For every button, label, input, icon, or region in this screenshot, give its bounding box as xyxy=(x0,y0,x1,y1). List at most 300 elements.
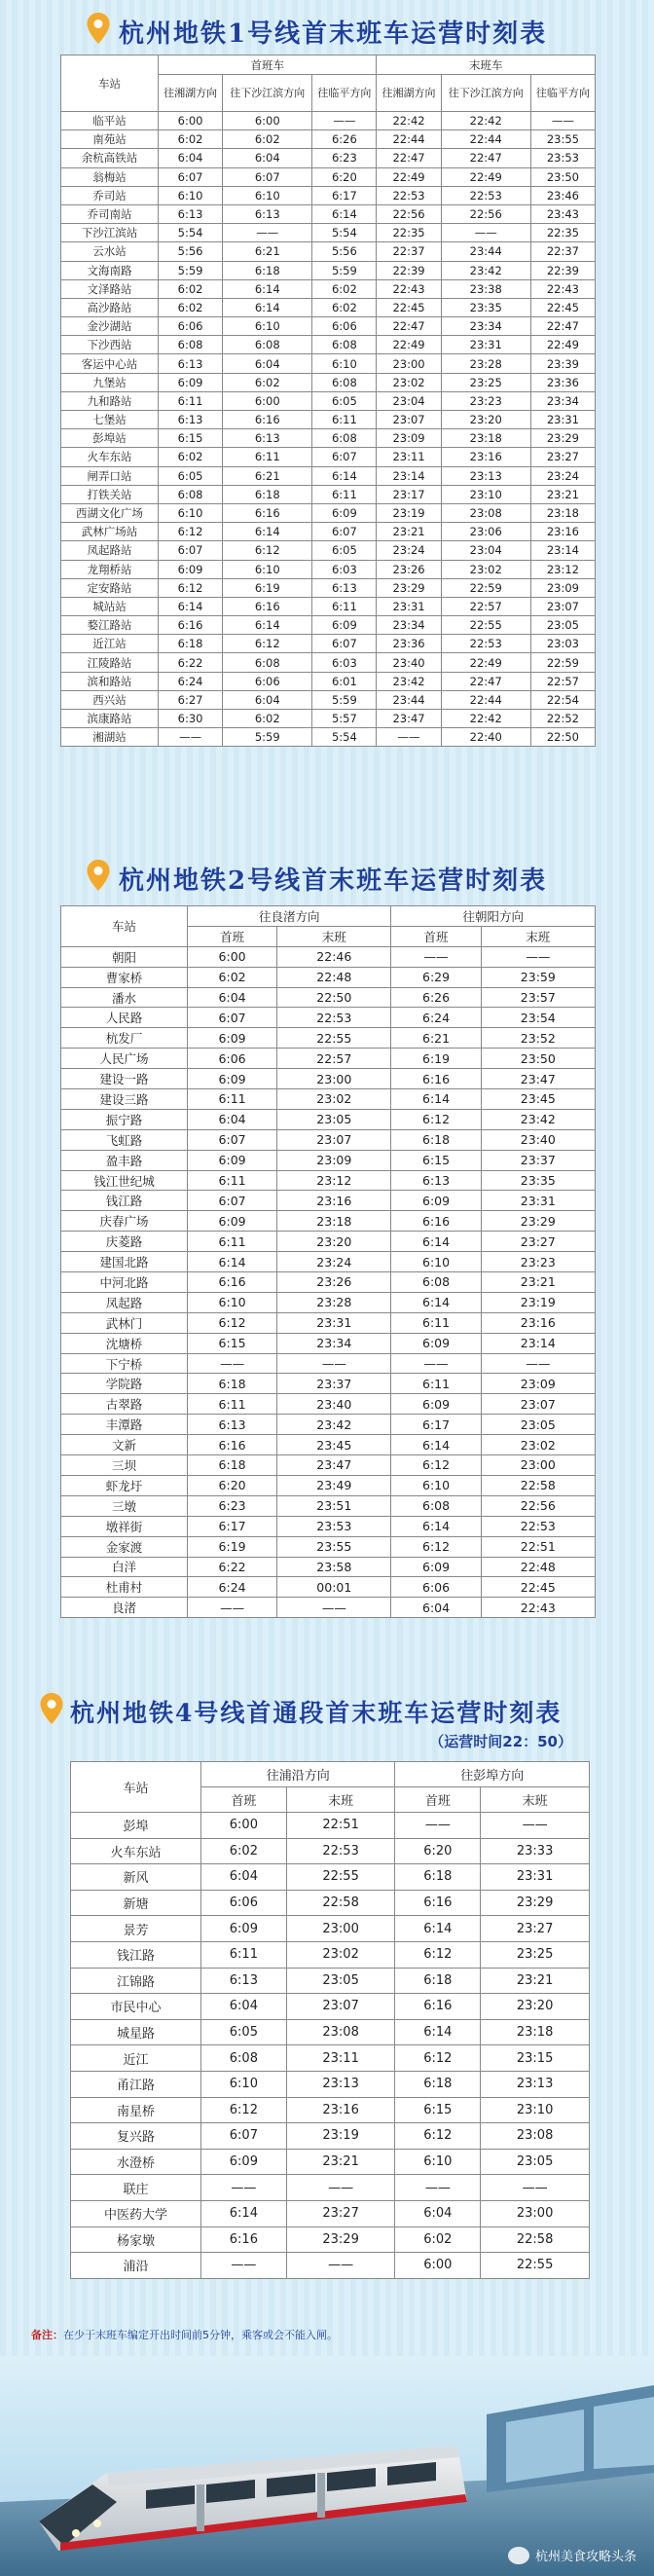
time-cell: 23:18 xyxy=(530,503,595,522)
time-cell: 6:11 xyxy=(312,597,377,615)
time-cell: 6:12 xyxy=(395,1941,481,1968)
table-row xyxy=(61,167,596,186)
time-cell: 6:14 xyxy=(391,1435,481,1455)
time-cell: 6:02 xyxy=(312,279,377,298)
time-cell: 6:18 xyxy=(159,635,223,653)
table-row xyxy=(61,1191,596,1211)
time-cell: 6:04 xyxy=(201,1864,287,1891)
time-cell: 6:21 xyxy=(223,466,312,485)
station-name-cell: 闸弄口站 xyxy=(61,466,159,485)
station-name-cell: 新塘 xyxy=(71,1890,201,1916)
station-name-cell: 西兴站 xyxy=(61,690,159,709)
time-cell: 6:16 xyxy=(188,1272,277,1293)
station-name-cell: 金家渡 xyxy=(61,1536,188,1557)
table-row xyxy=(71,1838,590,1864)
table-row xyxy=(61,1150,596,1170)
table-row xyxy=(61,1577,596,1598)
time-cell: —— xyxy=(277,1353,391,1374)
time-cell: 23:19 xyxy=(377,503,441,522)
station-name-cell: 乔司站 xyxy=(61,186,159,204)
station-name-cell: 江锦路 xyxy=(71,1968,201,1994)
time-cell: 5:56 xyxy=(159,242,223,261)
time-cell: —— xyxy=(188,1598,277,1618)
time-cell: 23:19 xyxy=(286,2123,395,2150)
time-cell: 23:39 xyxy=(530,354,595,373)
station-name-cell: 景芳 xyxy=(71,1916,201,1942)
remark xyxy=(31,2327,635,2342)
time-cell: 6:29 xyxy=(391,967,481,987)
time-cell: 6:15 xyxy=(188,1333,277,1353)
time-cell: 6:08 xyxy=(201,2045,287,2072)
time-cell: 23:07 xyxy=(377,411,441,429)
table-row xyxy=(61,1435,596,1455)
time-cell: 23:17 xyxy=(377,485,441,503)
time-cell: 6:07 xyxy=(312,523,377,541)
direction-header: 往临平方向 xyxy=(312,75,377,112)
station-name-cell: 下宁桥 xyxy=(61,1353,188,1374)
watermark-text: 杭州美食攻略头条 xyxy=(534,2550,636,2564)
time-cell: 23:16 xyxy=(481,1312,595,1333)
wechat-icon xyxy=(508,2547,529,2564)
time-cell: 23:11 xyxy=(286,2045,395,2072)
time-cell: 5:57 xyxy=(312,710,377,728)
time-cell: 6:30 xyxy=(159,710,223,728)
time-cell: 23:27 xyxy=(481,1916,590,1942)
time-cell: 23:50 xyxy=(530,167,595,186)
time-cell: 23:11 xyxy=(377,448,441,466)
time-cell: 23:10 xyxy=(441,485,530,503)
station-name-cell: 建设一路 xyxy=(61,1069,188,1089)
time-cell: 23:33 xyxy=(481,1838,590,1864)
time-cell: 23:19 xyxy=(481,1292,595,1312)
station-name-cell: 彭埠站 xyxy=(61,429,159,448)
time-cell: 22:52 xyxy=(530,710,595,728)
time-cell: 6:07 xyxy=(159,541,223,560)
station-name-cell: 庆春广场 xyxy=(61,1211,188,1232)
time-cell: —— xyxy=(286,2175,395,2201)
time-cell: 22:43 xyxy=(377,279,441,298)
table-row xyxy=(61,298,596,316)
time-cell: 6:13 xyxy=(223,429,312,448)
time-cell: 6:09 xyxy=(201,2149,287,2175)
time-cell: 23:08 xyxy=(286,2019,395,2045)
time-cell: 23:02 xyxy=(286,1941,395,1968)
time-cell: 6:14 xyxy=(395,1916,481,1942)
time-cell: 22:43 xyxy=(530,279,595,298)
station-name-cell: 水澄桥 xyxy=(71,2149,201,2175)
direction-header: 往下沙江滨方向 xyxy=(223,75,312,112)
time-cell: 23:40 xyxy=(481,1129,595,1150)
table-row xyxy=(71,2253,590,2279)
time-cell: 22:58 xyxy=(286,1890,395,1916)
station-name-cell: 打铁关站 xyxy=(61,485,159,503)
table-row xyxy=(61,1272,596,1293)
station-name-cell: 建国北路 xyxy=(61,1252,188,1272)
time-cell: —— xyxy=(481,1813,590,1839)
time-cell: 22:47 xyxy=(441,672,530,690)
time-cell: 6:14 xyxy=(391,1089,481,1110)
time-cell: 22:53 xyxy=(441,186,530,204)
station-name-cell: 彭埠 xyxy=(71,1813,201,1839)
time-cell: 6:09 xyxy=(391,1191,481,1211)
time-cell: 23:38 xyxy=(441,279,530,298)
time-cell: 6:08 xyxy=(312,429,377,448)
time-cell: 23:53 xyxy=(277,1516,391,1536)
time-cell: 23:31 xyxy=(481,1191,595,1211)
time-cell: 22:56 xyxy=(441,204,530,223)
time-cell: 6:02 xyxy=(159,279,223,298)
time-cell: —— xyxy=(391,1353,481,1374)
time-cell: 23:07 xyxy=(530,597,595,615)
time-cell: 6:14 xyxy=(223,616,312,635)
station-name-cell: 学院路 xyxy=(61,1374,188,1394)
map-pin-icon xyxy=(86,12,111,45)
time-cell: 23:10 xyxy=(481,2097,590,2123)
table-row xyxy=(61,1394,596,1415)
time-cell: 6:00 xyxy=(188,946,277,967)
table-row xyxy=(61,690,596,709)
table-row xyxy=(61,728,596,747)
time-cell: 22:57 xyxy=(530,672,595,690)
direction-header: 往良渚方向 xyxy=(188,906,391,927)
table-row xyxy=(61,204,596,223)
time-cell: 6:22 xyxy=(188,1557,277,1577)
station-name-cell: 联庄 xyxy=(71,2175,201,2201)
table-row xyxy=(61,1089,596,1110)
time-cell: 6:17 xyxy=(188,1516,277,1536)
time-cell: 6:10 xyxy=(391,1475,481,1495)
time-cell: 6:09 xyxy=(188,1211,277,1232)
time-cell: 23:31 xyxy=(481,1864,590,1891)
time-cell: 23:07 xyxy=(286,1994,395,2020)
table-row xyxy=(61,1211,596,1232)
time-cell: 22:53 xyxy=(441,635,530,653)
direction-header: 往彭埠方向 xyxy=(395,1762,590,1787)
remark-text: 在少于末班车编定开出时间前5分钟，乘客或会不能入闸。 xyxy=(63,2329,338,2341)
time-cell: 22:35 xyxy=(530,224,595,242)
time-cell: 22:47 xyxy=(377,317,441,336)
table-row xyxy=(61,429,596,448)
time-cell: 23:07 xyxy=(277,1129,391,1150)
time-cell: —— xyxy=(395,1813,481,1839)
time-cell: 23:21 xyxy=(481,1272,595,1293)
time-cell: 23:13 xyxy=(441,466,530,485)
station-name-cell: 曹家桥 xyxy=(61,967,188,987)
time-cell: 6:21 xyxy=(223,242,312,261)
time-cell: 6:13 xyxy=(159,411,223,429)
time-cell: 6:26 xyxy=(391,987,481,1008)
time-cell: 6:13 xyxy=(159,204,223,223)
table-row xyxy=(71,1813,590,1839)
time-cell: 6:06 xyxy=(188,1049,277,1069)
time-cell: —— xyxy=(201,2175,287,2201)
time-cell: 6:12 xyxy=(188,1312,277,1333)
table-row xyxy=(61,411,596,429)
table-row xyxy=(61,578,596,597)
table-row xyxy=(61,466,596,485)
time-cell: 5:54 xyxy=(312,224,377,242)
station-name-cell: 乔司南站 xyxy=(61,204,159,223)
time-cell: 22:58 xyxy=(481,2226,590,2253)
table-row xyxy=(61,1536,596,1557)
time-cell: 6:09 xyxy=(188,1150,277,1170)
table-row xyxy=(61,560,596,578)
table-row xyxy=(61,448,596,466)
station-name-cell: 文泽路站 xyxy=(61,279,159,298)
time-cell: 6:16 xyxy=(223,503,312,522)
time-cell: 23:08 xyxy=(441,503,530,522)
time-cell: 22:56 xyxy=(481,1495,595,1516)
time-cell: 6:02 xyxy=(159,448,223,466)
time-cell: 6:10 xyxy=(391,1252,481,1272)
time-cell: 22:54 xyxy=(530,690,595,709)
time-cell: 22:58 xyxy=(481,1475,595,1495)
time-cell: 6:09 xyxy=(159,560,223,578)
station-header: 车站 xyxy=(61,906,188,947)
time-cell: 23:29 xyxy=(530,429,595,448)
time-cell: 22:44 xyxy=(377,130,441,149)
table-row xyxy=(61,1069,596,1089)
time-cell: 6:04 xyxy=(188,1109,277,1129)
time-cell: 22:47 xyxy=(377,149,441,167)
time-cell: 23:52 xyxy=(481,1028,595,1049)
time-cell: 6:07 xyxy=(188,1129,277,1150)
time-cell: 23:28 xyxy=(277,1292,391,1312)
time-cell: 23:47 xyxy=(481,1069,595,1089)
time-cell: 22:57 xyxy=(441,597,530,615)
time-cell: 6:04 xyxy=(395,2200,481,2226)
time-cell: 6:11 xyxy=(188,1394,277,1415)
time-cell: 23:04 xyxy=(377,391,441,410)
time-cell: 22:57 xyxy=(277,1049,391,1069)
time-cell: 23:02 xyxy=(377,373,441,391)
station-name-cell: 云水站 xyxy=(61,242,159,261)
table-row xyxy=(61,373,596,391)
last-train-header: 末班 xyxy=(277,926,391,946)
time-cell: 23:35 xyxy=(441,298,530,316)
time-cell: 6:18 xyxy=(395,1968,481,1994)
time-cell: 6:11 xyxy=(312,411,377,429)
time-cell: 23:42 xyxy=(377,672,441,690)
time-cell: 6:16 xyxy=(391,1069,481,1089)
line1-section xyxy=(0,6,654,56)
operating-time-note: （运营时间22：50） xyxy=(429,1733,572,1750)
time-cell: 6:26 xyxy=(312,130,377,149)
table-row xyxy=(61,967,596,987)
time-cell: 22:55 xyxy=(481,2253,590,2279)
table-row xyxy=(61,616,596,635)
time-cell: 6:18 xyxy=(223,485,312,503)
time-cell: 23:34 xyxy=(441,317,530,336)
table-row xyxy=(61,946,596,967)
time-cell: 23:05 xyxy=(481,1415,595,1435)
time-cell: 22:56 xyxy=(377,204,441,223)
time-cell: 6:00 xyxy=(201,1813,287,1839)
time-cell: 6:07 xyxy=(223,167,312,186)
table-row xyxy=(61,503,596,522)
time-cell: 23:34 xyxy=(277,1333,391,1353)
time-cell: 22:53 xyxy=(286,1838,395,1864)
time-cell: 6:02 xyxy=(223,373,312,391)
time-cell: 23:21 xyxy=(530,485,595,503)
train-illustration xyxy=(0,2356,654,2576)
time-cell: 6:15 xyxy=(391,1150,481,1170)
line4-title: 杭州地铁4号线首通段首末班车运营时刻表 xyxy=(70,1699,563,1727)
time-cell: —— xyxy=(286,2253,395,2279)
station-name-cell: 定安路站 xyxy=(61,578,159,597)
time-cell: 23:26 xyxy=(277,1272,391,1293)
station-name-cell: 钱江世纪城 xyxy=(61,1170,188,1191)
time-cell: 23:55 xyxy=(277,1536,391,1557)
time-cell: 22:44 xyxy=(441,690,530,709)
time-cell: 6:08 xyxy=(223,336,312,354)
time-cell: 23:45 xyxy=(277,1435,391,1455)
time-cell: 22:55 xyxy=(441,616,530,635)
time-cell: 23:37 xyxy=(277,1374,391,1394)
station-name-cell: 盈丰路 xyxy=(61,1150,188,1170)
time-cell: 23:53 xyxy=(530,149,595,167)
time-cell: 6:16 xyxy=(395,1994,481,2020)
time-cell: 6:08 xyxy=(312,336,377,354)
time-cell: 6:23 xyxy=(188,1495,277,1516)
time-cell: 23:59 xyxy=(481,967,595,987)
time-cell: 6:06 xyxy=(159,317,223,336)
table-row xyxy=(61,1598,596,1618)
table-row xyxy=(71,2175,590,2201)
table-row xyxy=(61,391,596,410)
station-name-cell: 中医药大学 xyxy=(71,2200,201,2226)
time-cell: 6:20 xyxy=(188,1475,277,1495)
line4-timetable xyxy=(70,1761,590,2279)
time-cell: 23:25 xyxy=(441,373,530,391)
time-cell: 6:05 xyxy=(159,466,223,485)
station-name-cell: 中河北路 xyxy=(61,1272,188,1293)
metro-train-image xyxy=(0,2356,654,2576)
time-cell: 23:29 xyxy=(377,578,441,597)
time-cell: 6:07 xyxy=(312,635,377,653)
time-cell: 23:09 xyxy=(377,429,441,448)
time-cell: 23:16 xyxy=(286,2097,395,2123)
table-row xyxy=(61,261,596,279)
last-train-header: 末班车 xyxy=(377,55,596,75)
time-cell: 6:06 xyxy=(223,672,312,690)
time-cell: 23:06 xyxy=(441,523,530,541)
table-row xyxy=(61,1374,596,1394)
time-cell: 6:11 xyxy=(312,485,377,503)
first-train-header: 首班 xyxy=(395,1787,481,1813)
time-cell: 23:14 xyxy=(530,541,595,560)
station-name-cell: 杜甫村 xyxy=(61,1577,188,1598)
time-cell: 23:23 xyxy=(441,391,530,410)
time-cell: —— xyxy=(481,946,595,967)
station-name-cell: 城站站 xyxy=(61,597,159,615)
direction-header: 往朝阳方向 xyxy=(391,906,596,927)
time-cell: 23:14 xyxy=(481,1333,595,1353)
time-cell: 6:08 xyxy=(391,1495,481,1516)
station-name-cell: 文海南路 xyxy=(61,261,159,279)
time-cell: 23:02 xyxy=(481,1435,595,1455)
time-cell: 23:21 xyxy=(481,1968,590,1994)
time-cell: 23:43 xyxy=(530,204,595,223)
table-row xyxy=(61,1353,596,1374)
station-name-cell: 文新 xyxy=(61,1435,188,1455)
time-cell: 6:16 xyxy=(201,2226,287,2253)
time-cell: 6:16 xyxy=(395,1890,481,1916)
time-cell: 6:23 xyxy=(312,149,377,167)
time-cell: 23:12 xyxy=(530,560,595,578)
time-cell: 6:18 xyxy=(395,1864,481,1891)
time-cell: 6:00 xyxy=(159,112,223,130)
time-cell: 6:05 xyxy=(312,541,377,560)
time-cell: 23:36 xyxy=(377,635,441,653)
station-name-cell: 墩祥街 xyxy=(61,1516,188,1536)
last-train-header: 末班 xyxy=(286,1787,395,1813)
time-cell: 22:39 xyxy=(530,261,595,279)
time-cell: 6:02 xyxy=(159,130,223,149)
time-cell: 23:09 xyxy=(481,1374,595,1394)
table-row xyxy=(61,1170,596,1191)
station-name-cell: 九堡站 xyxy=(61,373,159,391)
time-cell: 22:42 xyxy=(441,112,530,130)
time-cell: 6:02 xyxy=(201,1838,287,1864)
first-train-header: 首班车 xyxy=(159,55,377,75)
table-row xyxy=(61,987,596,1008)
station-name-cell: 良渚 xyxy=(61,1598,188,1618)
time-cell: 6:12 xyxy=(391,1536,481,1557)
table-row xyxy=(61,1455,596,1476)
time-cell: 23:34 xyxy=(530,391,595,410)
time-cell: —— xyxy=(441,224,530,242)
time-cell: 6:14 xyxy=(223,279,312,298)
time-cell: 5:54 xyxy=(312,728,377,747)
time-cell: 22:37 xyxy=(377,242,441,261)
time-cell: 22:53 xyxy=(277,1008,391,1028)
time-cell: 6:04 xyxy=(223,149,312,167)
table-row xyxy=(61,541,596,560)
station-name-cell: 武林门 xyxy=(61,1312,188,1333)
time-cell: 6:04 xyxy=(391,1598,481,1618)
time-cell: 22:48 xyxy=(481,1557,595,1577)
time-cell: —— xyxy=(395,2175,481,2201)
table-row xyxy=(71,1941,590,1968)
time-cell: 6:21 xyxy=(391,1028,481,1049)
map-pin-icon xyxy=(86,859,111,892)
table-row xyxy=(61,242,596,261)
station-name-cell: 滨康路站 xyxy=(61,710,159,728)
time-cell: 23:58 xyxy=(277,1557,391,1577)
time-cell: 6:19 xyxy=(223,578,312,597)
time-cell: 23:47 xyxy=(277,1455,391,1476)
time-cell: —— xyxy=(481,1353,595,1374)
time-cell: 6:10 xyxy=(223,186,312,204)
time-cell: 23:29 xyxy=(481,1890,590,1916)
time-cell: 23:34 xyxy=(377,616,441,635)
table-row xyxy=(71,2123,590,2150)
station-name-cell: 虾龙圩 xyxy=(61,1475,188,1495)
table-row xyxy=(61,1415,596,1435)
time-cell: 6:06 xyxy=(391,1577,481,1598)
station-name-cell: 杨家墩 xyxy=(71,2226,201,2253)
time-cell: 22:59 xyxy=(441,578,530,597)
line4-title-row xyxy=(0,1686,654,1737)
line2-timetable xyxy=(60,905,596,1618)
time-cell: 6:08 xyxy=(312,373,377,391)
station-name-cell: 凤起路站 xyxy=(61,541,159,560)
time-cell: —— xyxy=(312,112,377,130)
time-cell: 23:00 xyxy=(481,2200,590,2226)
time-cell: 23:28 xyxy=(441,354,530,373)
time-cell: 22:40 xyxy=(441,728,530,747)
